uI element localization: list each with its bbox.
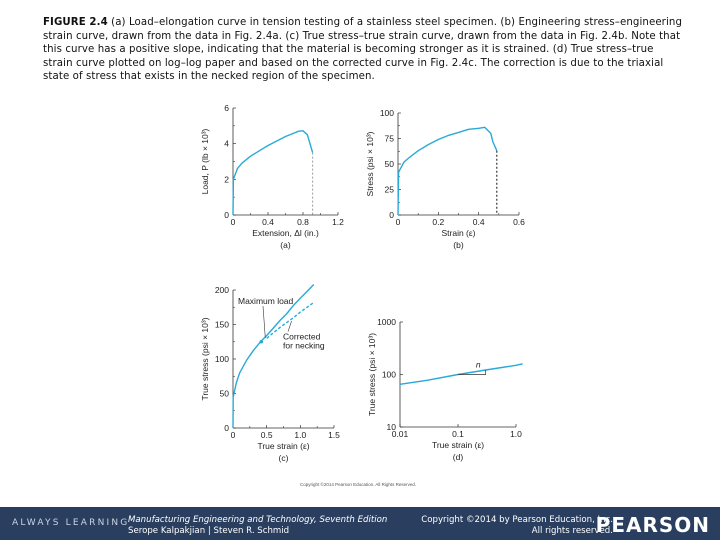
chart-c-true-stress-strain: [190, 270, 370, 475]
y-tick-label: 25: [384, 184, 394, 195]
y-tick-label: 6: [224, 103, 229, 113]
y-tick-label: 0: [224, 423, 229, 433]
y-tick-label: 0: [389, 210, 394, 220]
x-tick-label: 1.2: [332, 217, 344, 227]
x-axis-label: True strain (ε): [257, 441, 310, 451]
x-tick-label: 0.2: [432, 217, 445, 227]
y-tick-label: 150: [214, 319, 229, 330]
y-tick-label: 10: [386, 422, 396, 432]
x-tick-label: 0.5: [260, 430, 273, 440]
footer-book-authors: Serope Kalpakjian | Steven R. Schmid: [128, 526, 290, 536]
figure-label: FIGURE 2.4: [43, 17, 108, 28]
figure-caption-text: (a) Load–elongation curve in tension testing of a stainless steel specimen. (b) Engineering stress–engineering strain curve, drawn from the data in Fig. 2.4a. (c) True stress–true strain curve, drawn from the data in Fig. 2.4b. Note that this curve has a positive slope, indicating that the material is becoming stronger as it is strained. (d) True stress–true strain curve plotted on log–log paper and based on the corrected curve in Fig. 2.4c. The correction is due to the triaxial state of stress that exists in the necked region of the specimen.: [43, 17, 683, 83]
x-tick-label: 0: [230, 430, 236, 440]
y-tick-label: 100: [214, 354, 229, 364]
stress-strain-curve: [233, 131, 313, 215]
x-tick-label: 0.4: [262, 217, 274, 227]
y-axis-label: Stress (psi × 10³): [365, 131, 375, 197]
y-axis-label: True stress (psi × 10³): [200, 317, 210, 401]
y-tick-label: 1000: [377, 317, 396, 327]
y-tick-label: 4: [224, 138, 229, 149]
annotation-leader: [263, 306, 265, 338]
y-tick-label: 2: [224, 174, 229, 185]
panel-label: (c): [278, 453, 289, 463]
y-tick-label: 50: [384, 159, 394, 169]
x-tick-label: 0: [230, 217, 236, 227]
y-tick-label: 0: [224, 210, 229, 220]
chart-b-engineering-stress-strain: [355, 100, 545, 260]
footer-book-title: Manufacturing Engineering and Technology, Seventh Edition: [128, 515, 388, 525]
x-tick-label: 0.4: [472, 217, 485, 227]
x-tick-label: 0: [395, 217, 401, 227]
chart-a-load-elongation: [190, 100, 370, 260]
panel-label: (d): [452, 452, 464, 462]
panel-label: (a): [280, 240, 291, 250]
y-axis-label: True stress (psi × 10³): [367, 332, 377, 417]
x-tick-label: 0.01: [391, 429, 409, 439]
stress-strain-curve: [398, 127, 497, 215]
footer-book-info: [128, 515, 387, 537]
footer-bar: [0, 507, 720, 540]
max-load-point: [259, 340, 263, 344]
x-axis-label: Extension, Δl (in.): [252, 228, 319, 238]
y-axis-label: Load, P (lb × 10³): [200, 128, 210, 195]
x-axis-label: True strain (ε): [431, 440, 485, 450]
x-tick-label: 0.1: [452, 429, 464, 439]
slope-label-n: n: [475, 359, 481, 370]
stress-strain-curve: [400, 364, 523, 385]
stress-strain-curve: [233, 285, 314, 429]
panel-label: (b): [453, 240, 464, 250]
annotation-maximum-load: Maximum load: [238, 296, 294, 306]
footer-copyright: [421, 515, 613, 537]
x-tick-label: 1.0: [294, 430, 307, 440]
figure-caption: [43, 16, 683, 84]
footer-tagline: ALWAYS LEARNING: [12, 518, 130, 528]
footer-copyright-line1: Copyright ©2014 by Pearson Education, Inc.: [421, 515, 613, 525]
annotation-corrected: Corrected for necking: [283, 331, 325, 351]
pearson-logo: PEARSON: [595, 513, 710, 537]
y-tick-label: 200: [214, 285, 229, 295]
x-axis-label: Strain (ε): [441, 228, 476, 238]
footer-copyright-line2: All rights reserved.: [531, 526, 613, 536]
x-tick-label: 0.6: [513, 217, 525, 227]
chart-d-log-log-true-stress-strain: [355, 310, 545, 475]
annotation-leader: [288, 321, 292, 332]
x-tick-label: 1.0: [510, 429, 522, 439]
y-tick-label: 100: [379, 108, 394, 118]
x-tick-label: 1.5: [328, 430, 340, 440]
copyright-credit: Copyright ©2014 Pearson Education. All Rights Reserved.: [300, 482, 417, 487]
x-tick-label: 0.8: [297, 217, 309, 227]
y-tick-label: 100: [381, 369, 396, 380]
y-tick-label: 75: [384, 133, 394, 144]
y-tick-label: 50: [219, 388, 229, 399]
